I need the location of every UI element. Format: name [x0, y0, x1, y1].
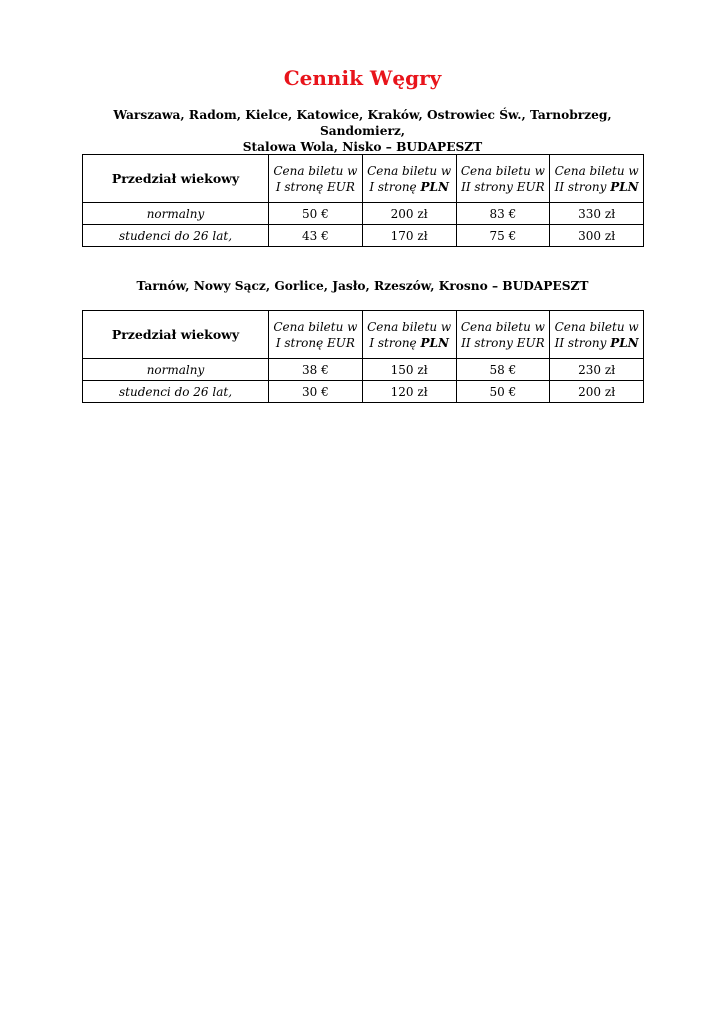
header-suffix-text: II strony — [554, 335, 607, 350]
one-way-eur-header — [269, 155, 363, 203]
header-suffix: I stronę EUR — [275, 335, 355, 350]
header-suffix — [552, 335, 641, 351]
pln-one-way-cell: 170 zł — [362, 225, 456, 247]
age-group-header: Przedział wiekowy — [83, 311, 269, 359]
header-prefix: Cena biletu w — [460, 319, 545, 334]
table-header-row — [83, 311, 644, 359]
header-prefix: Cena biletu w — [554, 319, 639, 334]
pln-one-way-cell: 150 zł — [362, 359, 456, 381]
header-pln: PLN — [610, 335, 639, 350]
table-header-row — [83, 155, 644, 203]
pln-two-way-cell: 300 zł — [550, 225, 644, 247]
route-heading-1-line-2: Stalowa Wola, Nisko – BUDAPESZT — [242, 140, 483, 154]
eur-two-way-cell: 83 € — [456, 203, 550, 225]
header-prefix: Cena biletu w — [367, 163, 452, 178]
age-cell: studenci do 26 lat, — [83, 381, 269, 403]
header-prefix: Cena biletu w — [273, 319, 358, 334]
table-row — [83, 203, 644, 225]
route-heading-1 — [82, 107, 643, 155]
route-heading-2-line-1: Tarnów, Nowy Sącz, Gorlice, Jasło, Rzeszów, Krosno – BUDAPESZT — [136, 279, 589, 293]
one-way-pln-header — [362, 155, 456, 203]
pln-two-way-cell: 230 zł — [550, 359, 644, 381]
header-suffix — [552, 179, 641, 195]
eur-one-way-cell: 43 € — [269, 225, 363, 247]
header-suffix-text: II strony — [554, 179, 607, 194]
pln-one-way-cell: 120 zł — [362, 381, 456, 403]
header-prefix: Cena biletu w — [554, 163, 639, 178]
pln-two-way-cell: 200 zł — [550, 381, 644, 403]
price-table-1 — [82, 154, 644, 247]
price-table-2 — [82, 310, 644, 403]
pln-two-way-cell: 330 zł — [550, 203, 644, 225]
eur-one-way-cell: 30 € — [269, 381, 363, 403]
header-suffix-text: I stronę — [369, 335, 417, 350]
route-heading-2 — [82, 278, 643, 294]
header-suffix: II strony EUR — [461, 335, 545, 350]
header-suffix — [365, 335, 454, 351]
pln-one-way-cell: 200 zł — [362, 203, 456, 225]
two-way-eur-header — [456, 311, 550, 359]
header-prefix: Cena biletu w — [460, 163, 545, 178]
age-group-header: Przedział wiekowy — [83, 155, 269, 203]
header-suffix — [365, 179, 454, 195]
one-way-pln-header — [362, 311, 456, 359]
header-pln: PLN — [420, 335, 449, 350]
eur-one-way-cell: 38 € — [269, 359, 363, 381]
age-cell: studenci do 26 lat, — [83, 225, 269, 247]
one-way-eur-header — [269, 311, 363, 359]
header-pln: PLN — [610, 179, 639, 194]
eur-two-way-cell: 75 € — [456, 225, 550, 247]
table-row — [83, 225, 644, 247]
eur-two-way-cell: 50 € — [456, 381, 550, 403]
eur-one-way-cell: 50 € — [269, 203, 363, 225]
route-heading-1-line-1: Warszawa, Radom, Kielce, Katowice, Kraków, Ostrowiec Św., Tarnobrzeg, Sandomierz, — [113, 108, 612, 138]
two-way-pln-header — [550, 311, 644, 359]
header-suffix-text: I stronę — [369, 179, 417, 194]
two-way-eur-header — [456, 155, 550, 203]
header-prefix: Cena biletu w — [367, 319, 452, 334]
header-prefix: Cena biletu w — [273, 163, 358, 178]
age-cell: normalny — [83, 359, 269, 381]
eur-two-way-cell: 58 € — [456, 359, 550, 381]
page-title: Cennik Węgry — [283, 66, 442, 90]
age-cell: normalny — [83, 203, 269, 225]
header-suffix: II strony EUR — [461, 179, 545, 194]
two-way-pln-header — [550, 155, 644, 203]
header-suffix: I stronę EUR — [275, 179, 355, 194]
table-row — [83, 359, 644, 381]
header-pln: PLN — [420, 179, 449, 194]
table-row — [83, 381, 644, 403]
